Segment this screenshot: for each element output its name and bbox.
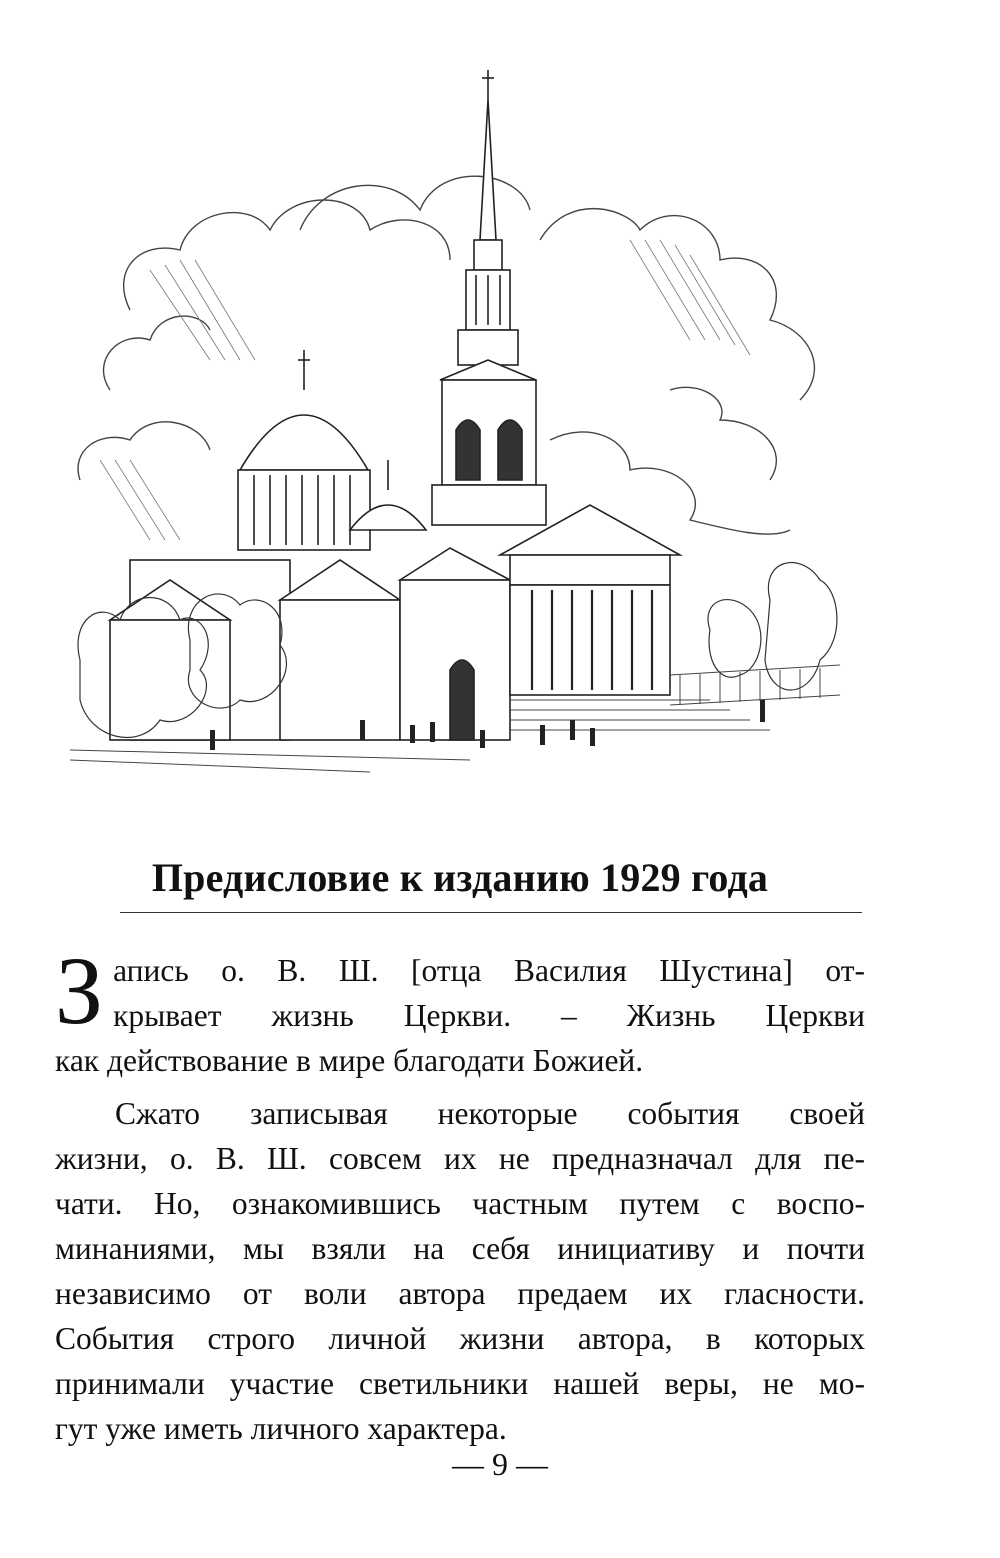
text-line: как действование в мире благодати Божией.	[55, 1043, 644, 1078]
text-line: гут уже иметь личного характера.	[55, 1411, 507, 1446]
page-number: — 9 —	[452, 1446, 548, 1482]
paragraph-1	[55, 937, 865, 1083]
cathedral-illustration	[70, 60, 845, 780]
text-line: Сжато записывая некоторые события своей	[115, 1096, 865, 1131]
paragraph-2	[55, 1091, 865, 1451]
text-line: крывает жизнь Церкви. – Жизнь Церкви	[113, 998, 865, 1033]
text-line: апись о. В. Ш. [отца Василия Шустина] от-	[113, 953, 865, 988]
text-line: чати. Но, ознакомившись частным путем с воспо-	[55, 1186, 865, 1221]
text-line: События строго личной жизни автора, в которых	[55, 1321, 865, 1356]
drop-cap: З	[55, 937, 104, 1044]
heading-divider	[120, 912, 862, 913]
text-line: принимали участие светильники нашей веры, не мо-	[55, 1366, 865, 1401]
text-line: жизни, о. В. Ш. совсем их не предназначал для пе-	[55, 1141, 865, 1176]
body-text	[55, 937, 865, 1451]
page-heading: Предисловие к изданию 1929 года	[151, 855, 769, 900]
text-line: минаниями, мы взяли на себя инициативу и почти	[55, 1231, 865, 1266]
text-line: независимо от воли автора предаем их гласности.	[55, 1276, 865, 1311]
